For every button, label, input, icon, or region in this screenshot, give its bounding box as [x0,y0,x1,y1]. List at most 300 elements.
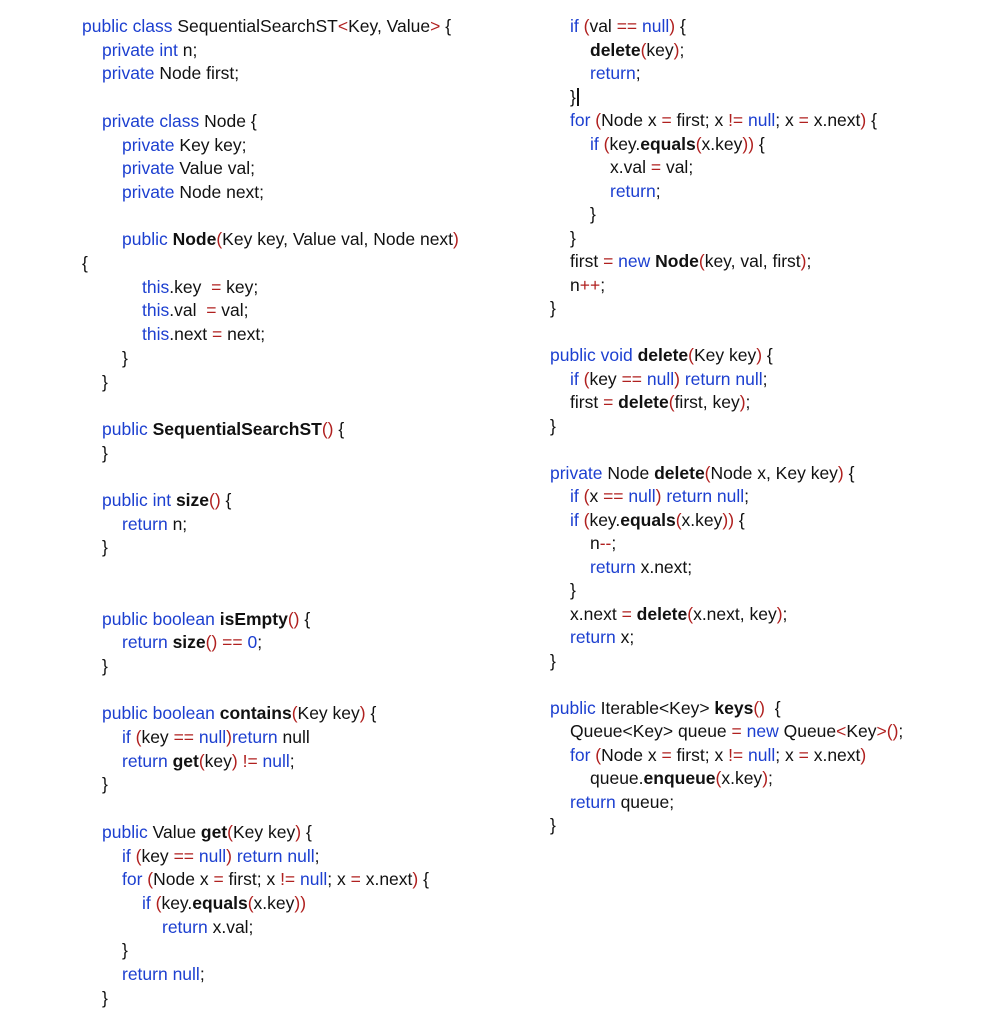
code-token: = [350,869,366,890]
code-line [570,15,686,38]
code-token: ; [199,964,205,984]
code-token: Node x [601,110,662,130]
code-token: Key, Value [348,16,431,36]
code-token: return null [122,964,200,984]
code-line [590,203,596,226]
code-token: n; [172,513,188,534]
code-token: x.key [721,768,763,788]
code-line [550,297,556,320]
code-token: Node first; [159,63,240,84]
code-token: ) [739,392,746,412]
code-token: < [836,721,847,741]
code-line [122,750,295,773]
code-token: x.key [253,892,295,913]
code-token: ) [655,486,667,506]
code-token: val [589,16,617,36]
code-line [590,532,616,555]
code-token: == [603,486,629,506]
code-line [590,767,773,790]
code-token: private [122,181,180,202]
code-token: key; [226,276,259,297]
code-token: ( [216,229,223,250]
code-token: -- [599,533,612,553]
code-token: x.val; [212,916,254,937]
code-token: = [603,251,619,271]
code-line [102,702,376,725]
code-token: ) [453,229,459,250]
code-token: )) [742,133,759,154]
code-token: { [82,253,88,273]
code-token: ) [669,16,680,36]
code-line [102,773,108,796]
code-token: ) != [231,750,263,771]
code-token: null [646,368,675,389]
code-token: == [616,16,642,36]
code-token: key. [589,509,621,530]
code-token: get [200,821,228,842]
code-line [102,371,108,394]
code-token: val; [221,300,249,321]
code-line [550,462,854,485]
code-token: Node [607,462,655,483]
code-token: Key key [693,345,757,365]
code-token: queue; [620,791,675,812]
code-token: null [282,727,310,747]
code-line [122,726,310,749]
code-token: key [141,845,174,866]
code-token: ) [412,869,424,890]
code-line [570,86,579,109]
code-token: ) [756,345,767,365]
code-line [610,156,693,179]
code-token: } [102,371,108,392]
code-token: x.next, key [693,603,777,624]
code-token: next; [227,324,266,345]
code-token: = [621,603,637,624]
code-token: ( [583,16,590,36]
code-token: delete [590,39,641,60]
code-line [550,650,556,673]
code-line [102,655,108,678]
code-token: } [550,298,556,318]
code-token: return [231,727,283,747]
code-token: Value [152,821,201,842]
code-token: ( [135,727,142,747]
code-token: delete [618,392,669,412]
code-token: ( [583,486,590,506]
code-token: { [679,16,686,36]
code-token: Key key [297,703,360,724]
code-line [122,845,320,868]
code-token: .next [169,324,213,345]
code-line [570,603,787,626]
code-token: () [287,608,305,629]
code-token: first; x [228,869,281,890]
code-token: if [122,845,136,866]
code-token: } [102,655,108,676]
code-line [162,916,253,939]
code-token: ; [898,721,904,741]
code-token: Key key, Value val, Node next [222,229,454,250]
code-token: = [211,276,227,297]
code-token: Queue [783,721,837,741]
code-token: key [589,368,622,389]
code-token: Node x [601,744,662,765]
code-token: Node next; [179,181,265,202]
code-line [102,39,197,62]
code-line [102,536,108,559]
code-token: null [198,845,227,866]
code-token: = [213,869,229,890]
code-token: ) [674,368,685,389]
code-token: { [225,490,232,510]
code-token: n [590,533,600,553]
code-line [570,109,877,132]
code-token: null [198,727,227,747]
code-token: x.val [610,157,651,177]
code-token: == [173,845,199,866]
code-token: { [766,345,773,365]
code-token: = [731,721,747,741]
code-token: ( [247,892,254,913]
code-line [590,62,641,85]
code-token: key [204,750,232,771]
code-token: ( [687,603,694,624]
code-line [550,344,773,367]
code-line [570,250,811,273]
code-line [570,579,576,602]
code-token: () [209,490,226,510]
code-line [590,39,684,62]
code-token: ; x [327,869,351,890]
code-token: = [798,110,814,130]
code-token: Node [655,251,699,271]
code-line [122,513,187,536]
code-line [550,415,556,438]
code-token: this [142,276,170,297]
code-token: Node x, Key key [710,462,838,483]
code-token: = [798,744,814,765]
code-token: ++ [579,274,601,295]
code-token: >() [876,721,899,741]
code-token: public int [102,490,176,510]
code-token: } [550,415,556,436]
code-token: return null [666,486,745,506]
code-token: ) [860,744,867,765]
code-line [122,157,255,180]
code-token: Queue<Key> queue [570,721,732,741]
code-line [570,791,674,814]
code-token: contains [219,703,292,724]
code-token: if [142,892,156,913]
code-token: } [570,86,576,107]
code-token: ( [198,750,205,771]
code-token: } [550,815,556,835]
code-token: } [550,650,556,671]
code-token: x.next [365,869,413,890]
code-token: () [321,418,339,439]
code-token: SequentialSearchST [152,418,322,439]
code-token: return [122,750,173,771]
code-token: ; x [775,110,799,130]
code-token: { [848,462,855,483]
code-token: for [570,110,596,130]
code-token: if [570,509,584,530]
code-line [82,15,451,38]
code-token: private [122,134,180,155]
code-token: = [206,300,222,321]
code-token: private int [102,39,183,60]
code-token: public [122,229,173,250]
code-token: ) [762,768,769,788]
code-token: first, key [674,392,740,412]
code-token: { [304,608,311,629]
code-token: return null [236,845,315,866]
code-line [142,323,265,346]
code-line [590,556,692,579]
code-token: return [570,791,621,812]
code-token: Key key [233,821,296,842]
code-token: ; [600,274,606,295]
code-token: public [102,821,153,842]
code-token: if [122,727,136,747]
code-token: ; [744,486,750,506]
code-token: )) [294,892,307,913]
code-token: private [122,158,180,179]
code-token: if [590,133,604,154]
code-line [122,963,205,986]
code-token: x.key [701,133,743,154]
code-token: = [650,157,666,177]
code-token: key, val, first [704,251,801,271]
code-line [102,62,239,85]
code-token: isEmpty [219,608,288,629]
code-token: ; [745,392,751,412]
code-line [550,814,556,837]
code-token: .key [169,276,212,297]
code-token: first [570,251,604,271]
code-token: public [102,418,153,439]
code-line [102,608,310,631]
code-token: ; [806,251,812,271]
code-token: if [570,368,584,389]
code-token: ) [295,821,306,842]
code-token: ) [673,39,680,60]
code-token: ( [715,768,722,788]
code-line [102,821,312,844]
code-token: ( [675,509,682,530]
code-token: key [646,39,674,60]
code-line [590,133,765,156]
code-token: ; [289,750,295,771]
code-token: Key [846,721,877,741]
code-token: new [618,251,656,271]
code-token: Node { [204,110,257,131]
code-token: equals [620,509,676,530]
code-token: ) [837,462,849,483]
code-line [142,276,258,299]
code-token: null [748,744,776,765]
code-token: first; x [676,744,729,765]
code-line [122,347,128,370]
code-line [570,744,866,767]
code-line [550,697,781,720]
code-token: } [102,537,108,558]
code-token: return [122,513,173,534]
code-line [122,181,264,204]
code-line [142,299,249,322]
code-line [570,391,750,414]
code-line [570,626,634,649]
code-token: } [122,940,128,961]
code-line [570,227,576,250]
code-token: return [590,556,641,577]
code-token: Node x [153,869,214,890]
code-token: { [370,703,377,724]
code-token: private [102,63,160,84]
code-token: != [728,744,749,765]
code-token: } [102,774,108,795]
code-token: x; [620,627,635,647]
code-token: new [746,721,784,741]
code-line [122,939,128,962]
code-token: ( [155,892,162,913]
code-token: != [280,869,301,890]
code-token: } [102,987,108,1008]
code-token: () == [205,632,248,653]
code-token: ) [800,251,807,271]
code-token: ; [655,180,661,201]
code-token: Iterable<Key> [600,697,715,718]
code-token: delete [636,603,688,624]
code-token: return [162,916,213,937]
code-token: ; [257,632,263,653]
code-token: != [728,110,749,130]
code-token: public void [550,345,638,365]
code-token: { [423,869,429,890]
code-token: public boolean [102,703,220,724]
code-token: ; [782,603,788,624]
code-token: ( [688,345,694,365]
code-token: return [122,632,173,653]
code-token: if [570,486,584,506]
code-token: ( [291,703,298,724]
code-token: { [445,16,452,36]
code-token: } [570,580,576,600]
code-token: )) [722,509,739,530]
code-token: public boolean [102,608,220,629]
code-token: { [871,110,877,130]
code-line [102,987,108,1010]
code-token: ) [860,110,872,130]
code-token: return [570,627,621,647]
code-token: key. [609,133,641,154]
code-token: ; [762,368,768,389]
code-token: if [570,16,584,36]
code-line [570,509,745,532]
code-token: .val [169,300,207,321]
code-token: get [172,750,199,771]
code-token: } [590,204,596,224]
code-token: delete [654,462,705,483]
code-token: ) [226,727,232,747]
code-line [102,442,108,465]
code-token: ; [611,533,617,553]
code-token: delete [637,345,689,365]
code-line [122,631,262,654]
code-token: x [589,486,604,506]
code-token: x.key [681,509,723,530]
text-cursor [577,88,579,106]
code-token: null [300,869,328,890]
code-token: keys [714,697,754,718]
code-token: Value val; [179,158,255,179]
code-token: key [141,727,174,747]
code-token: equals [192,892,248,913]
code-token: null [628,486,656,506]
code-line [102,110,257,133]
code-token: ) [776,603,783,624]
code-token: ( [135,845,142,866]
code-token: ( [668,392,675,412]
code-token: size [172,632,206,653]
code-token: = [212,324,228,345]
code-token: val; [665,157,694,177]
code-line [82,252,88,275]
code-token: ( [695,133,702,154]
code-token: ) [359,703,371,724]
code-token: () [753,697,770,718]
code-token: ; x [775,744,799,765]
code-token: } [122,347,128,368]
code-token: } [102,442,108,463]
code-token: 0 [247,632,258,653]
code-token: ; [679,39,685,60]
code-token: first; x [676,110,729,130]
code-token: Node [172,229,217,250]
code-token: null [262,750,290,771]
code-token: { [738,509,745,530]
code-token: ( [595,744,602,765]
code-line [122,134,247,157]
code-line [122,868,429,891]
code-token: enqueue [643,768,716,788]
code-token: for [570,744,596,765]
code-token: ; [768,768,773,788]
code-token: { [769,697,781,718]
code-token: { [305,821,312,842]
code-token: private class [102,110,205,131]
code-token: private [550,462,608,483]
code-token: ) [226,845,237,866]
code-token: x.next [813,744,861,765]
code-token: == [621,368,647,389]
code-token: size [175,490,210,510]
code-token: first [570,392,604,412]
code-token: { [338,418,345,439]
code-token: ( [640,39,647,60]
code-line [122,228,459,251]
code-line [610,180,661,203]
code-token: public [550,697,601,718]
code-token: } [570,227,576,248]
code-token: for [122,869,148,890]
code-token: return [590,63,636,83]
code-token: n; [182,39,198,60]
code-token: return null [684,368,763,389]
code-token: n [570,274,580,295]
code-token: ( [147,869,154,890]
